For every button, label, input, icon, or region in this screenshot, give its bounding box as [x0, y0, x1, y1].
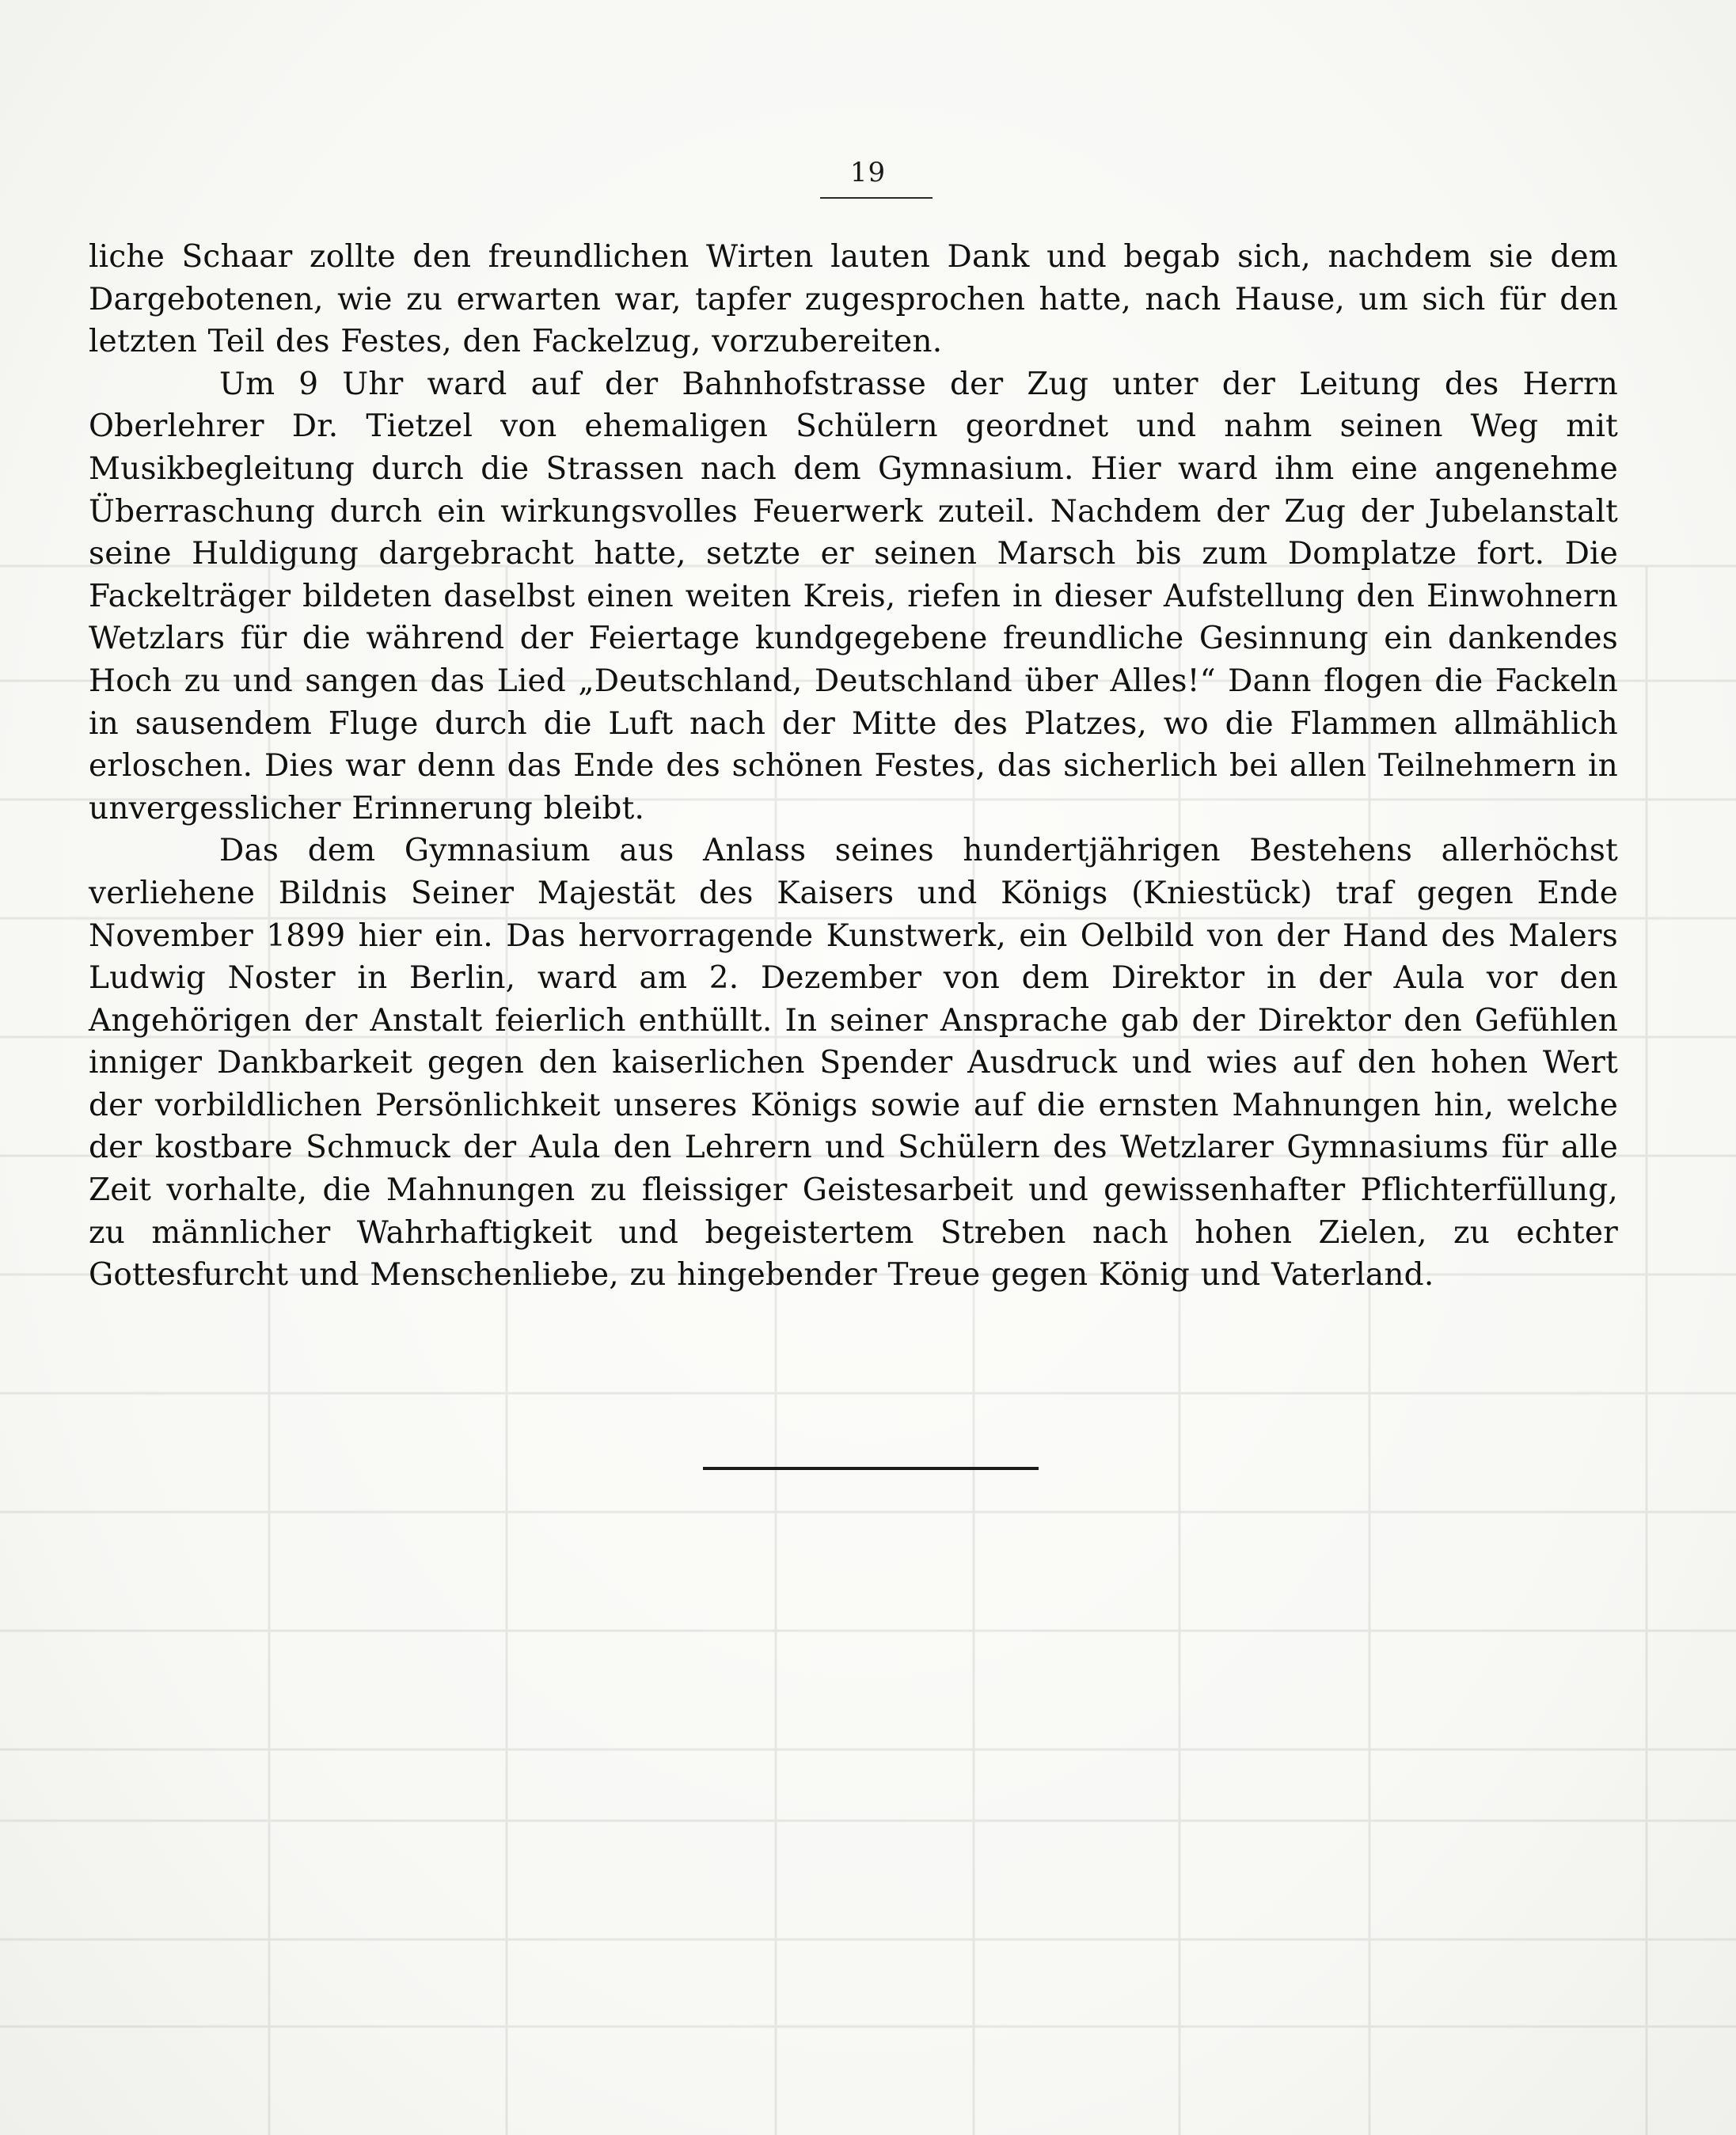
paragraph-fackelzug: Um 9 Uhr ward auf der Bahnhofstrasse der Zug unter der Leitung des Herrn Oberlehrer Dr. Tietzel von ehemaligen Schülern geordnet und nahm seinen Weg mit Musikbegleitung durch die Strassen nach dem Gymnasium. Hier ward ihm eine angenehme Überraschung durch ein wirkungsvolles Feuerwerk zuteil. Nachdem der Zug der Jubelanstalt seine Huldigung dargebracht hatte, setzte er seinen Marsch bis zum Domplatze fort. Die Fackelträger bildeten daselbst einen weiten Kreis, riefen in dieser Aufstellung den Einwohnern Wetzlars für die während der Feiertage kundgegebene freundliche Gesinnung ein dankendes Hoch zu und sangen das Lied „Deutschland, Deutschland über Alles!“ Dann flogen die Fackeln in sausendem Fluge durch die Luft nach der Mitte des Platzes, wo die Flammen allmählich erloschen. Dies war denn das Ende des schönen Festes, das sicherlich bei allen Teilnehmern in unvergesslicher Erinnerung bleibt. — [89, 366, 1618, 826]
paragraph-continuation: liche Schaar zollte den freundlichen Wirten lauten Dank und begab sich, nachdem sie dem Dargebotenen, wie zu erwarten war, tapfer zugesprochen hatte, nach Hause, um sich für den letzten Teil des Festes, den Fackelzug, vorzubereiten. — [89, 239, 1618, 360]
body-text — [89, 236, 1618, 1297]
paragraph-bildnis: Das dem Gymnasium aus Anlass seines hundertjährigen Bestehens allerhöchst verliehene Bildnis Seiner Majestät des Kaisers und Königs (Kniestück) traf gegen Ende November 1899 hier ein. Das hervorragende Kunstwerk, ein Oelbild von der Hand des Malers Ludwig Noster in Berlin, ward am 2. Dezember von dem Direktor in der Aula vor den Angehörigen der Anstalt feierlich enthüllt. In seiner Ansprache gab der Direktor den Gefühlen inniger Dankbarkeit gegen den kaiserlichen Spender Ausdruck und wies auf den hohen Wert der vorbildlichen Persönlichkeit unseres Königs sowie auf die ernsten Mahnungen hin, welche der kostbare Schmuck der Aula den Lehrern und Schülern des Wetzlarer Gymnasiums für alle Zeit vorhalte, die Mahnungen zu fleissiger Geistesarbeit und gewissenhafter Pflichterfüllung, zu männlicher Wahrhaftigkeit und begeistertem Streben nach hohen Zielen, zu echter Gottesfurcht und Menschenliebe, zu hingebender Treue gegen König und Vaterland. — [89, 833, 1618, 1294]
page-number-rule — [820, 197, 933, 199]
page-number: 19 — [849, 157, 887, 188]
section-end-rule — [703, 1467, 1039, 1470]
